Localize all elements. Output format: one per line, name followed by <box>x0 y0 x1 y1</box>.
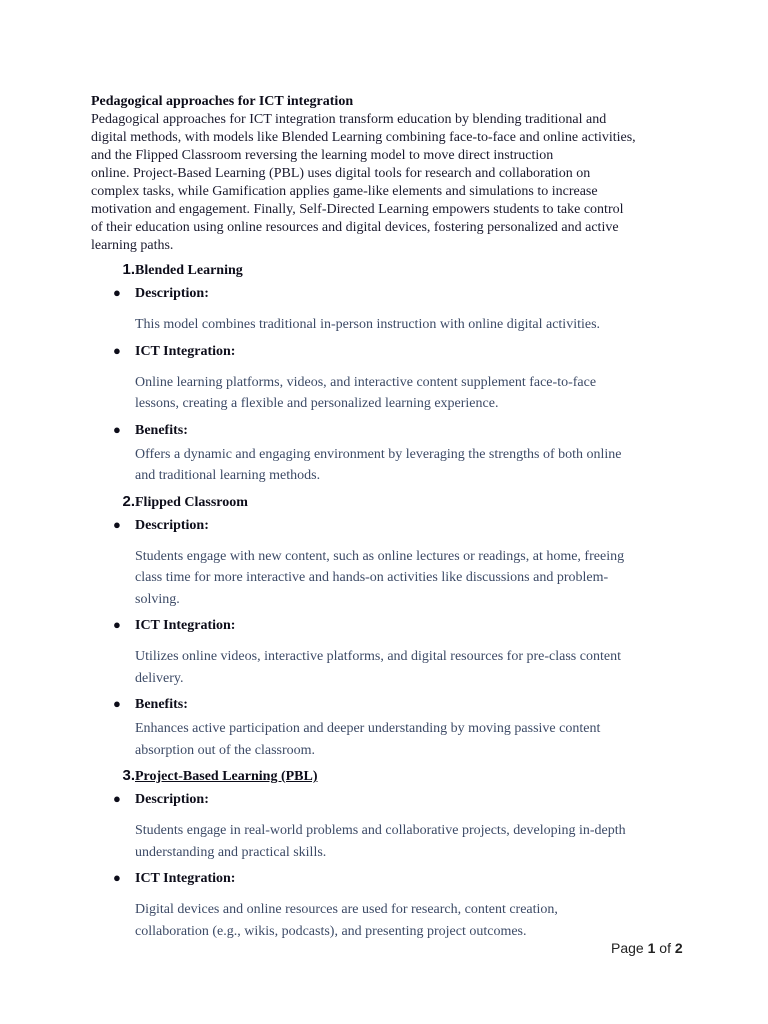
section-number: 1. <box>122 261 135 278</box>
bullet-label: Description: <box>135 792 209 807</box>
text-line: This model combines traditional in-person instruction with online digital activities. <box>135 317 601 332</box>
bullet-item <box>91 696 691 718</box>
intro-line: and the Flipped Classroom reversing the learning model to move direct instruction <box>91 148 554 163</box>
bullet-label: Benefits: <box>135 422 188 438</box>
text-line: lessons, creating a flexible and personalized learning experience. <box>135 396 499 411</box>
current-page-number: 1 <box>647 940 656 956</box>
intro-line: motivation and engagement. Finally, Self-Directed Learning empowers students to take control <box>91 202 624 217</box>
section-title: Project-Based Learning (PBL) <box>135 769 318 784</box>
text-line: Students engage with new content, such as online lectures or readings, at home, freeing <box>135 548 625 564</box>
bullet-item <box>91 422 691 444</box>
bullet-text <box>135 314 695 336</box>
bullet-text <box>135 820 695 863</box>
text-line: collaboration (e.g., wikis, podcasts), and presenting project outcomes. <box>135 923 527 939</box>
text-line: Enhances active participation and deeper understanding by moving passive content <box>135 721 601 736</box>
bullet-text <box>135 546 695 611</box>
bullet-text <box>135 899 695 942</box>
section-title: Flipped Classroom <box>135 494 248 510</box>
numbered-heading <box>91 767 691 791</box>
section-blended-learning <box>91 261 691 487</box>
bullet-label: Description: <box>135 517 209 533</box>
bullet-label: Description: <box>135 286 209 301</box>
text-line: Offers a dynamic and engaging environment by leveraging the strengths of both online <box>135 446 622 462</box>
bullet-item <box>91 517 691 539</box>
total-pages-number: 2 <box>674 940 683 956</box>
text-line: understanding and practical skills. <box>135 844 327 860</box>
intro-line: digital methods, with models like Blended Learning combining face-to-face and online activities, <box>91 130 636 145</box>
bullet-label: Benefits: <box>135 697 188 712</box>
bullet-item <box>91 285 691 307</box>
bullet-icon: ● <box>113 421 121 437</box>
bullet-text <box>135 718 695 761</box>
bullet-icon: ● <box>113 285 121 300</box>
section-number: 2. <box>122 492 135 510</box>
bullet-text <box>135 646 695 689</box>
document-content <box>91 93 691 942</box>
section-flipped-classroom <box>91 493 691 762</box>
page-word: Page <box>611 940 644 956</box>
bullet-label: ICT Integration: <box>135 871 236 886</box>
bullet-icon: ● <box>113 617 121 632</box>
page-number-footer <box>611 940 683 956</box>
of-word: of <box>659 940 671 956</box>
section-title: Blended Learning <box>135 263 243 278</box>
intro-line: Pedagogical approaches for ICT integration transform education by blending traditional and <box>91 112 607 127</box>
bullet-item <box>91 617 691 639</box>
bullet-text <box>135 444 695 487</box>
intro-line: of their education using online resources and digital devices, fostering personalized and active <box>91 220 619 235</box>
numbered-heading <box>91 493 691 517</box>
section-number: 3. <box>122 767 135 784</box>
bullet-item <box>91 791 691 813</box>
bullet-icon: ● <box>113 342 121 358</box>
bullet-item <box>91 343 691 365</box>
bullet-label: ICT Integration: <box>135 343 236 359</box>
text-line: delivery. <box>135 670 184 686</box>
bullet-label: ICT Integration: <box>135 618 236 633</box>
text-line: class time for more interactive and hands-on activities like discussions and problem- <box>135 570 609 585</box>
intro-line: complex tasks, while Gamification applies game-like elements and simulations to increase <box>91 184 598 199</box>
bullet-text <box>135 372 695 415</box>
text-line: Digital devices and online resources are used for research, content creation, <box>135 902 558 917</box>
text-line: Online learning platforms, videos, and interactive content supplement face-to-face <box>135 374 597 390</box>
intro-line: learning paths. <box>91 238 174 253</box>
bullet-icon: ● <box>113 516 121 532</box>
text-line: and traditional learning methods. <box>135 468 321 483</box>
text-line: Students engage in real-world problems and collaborative projects, developing in-depth <box>135 823 626 838</box>
document-title: Pedagogical approaches for ICT integration <box>91 94 354 109</box>
bullet-icon: ● <box>113 870 121 885</box>
intro-paragraph <box>91 111 691 255</box>
bullet-icon: ● <box>113 696 121 711</box>
text-line: Utilizes online videos, interactive platforms, and digital resources for pre-class content <box>135 649 621 664</box>
bullet-icon: ● <box>113 791 121 806</box>
bullet-item <box>91 870 691 892</box>
text-line: solving. <box>135 591 180 607</box>
section-project-based-learning <box>91 767 691 942</box>
text-line: absorption out of the classroom. <box>135 742 316 758</box>
intro-line: online. Project-Based Learning (PBL) uses digital tools for research and collaboration on <box>91 166 591 181</box>
numbered-heading <box>91 261 691 285</box>
